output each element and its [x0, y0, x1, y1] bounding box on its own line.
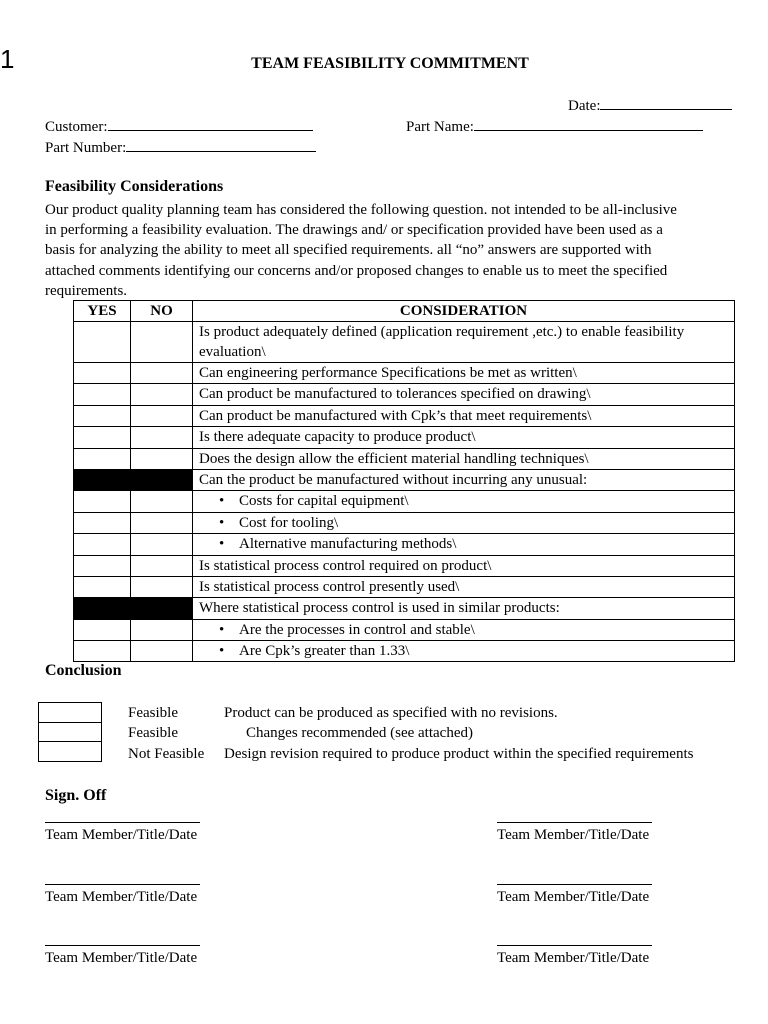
bullet-icon: • — [219, 621, 225, 638]
table-row — [74, 448, 735, 469]
customer-blank[interactable] — [108, 117, 313, 131]
consideration-cell — [193, 322, 735, 363]
customer-field[interactable] — [45, 117, 313, 136]
no-cell[interactable] — [131, 363, 193, 384]
header-no: NO — [131, 301, 193, 322]
shaded-cell — [131, 469, 193, 490]
consideration-cell — [193, 598, 735, 619]
paragraph-line: in performing a feasibility evaluation. The drawings and/ or specification provided have been used as a — [45, 222, 663, 239]
yes-cell[interactable] — [74, 555, 131, 576]
bullet-icon: • — [219, 493, 225, 510]
consideration-text: Can product be manufactured to tolerances specified on drawing\ — [199, 386, 591, 403]
no-cell[interactable] — [131, 576, 193, 597]
feasible-checkbox[interactable] — [38, 702, 102, 723]
consideration-cell — [193, 427, 735, 448]
yes-cell[interactable] — [74, 448, 131, 469]
shaded-cell — [131, 598, 193, 619]
signature-line[interactable] — [45, 872, 200, 885]
feasibility-paragraph — [45, 200, 745, 301]
consideration-text: Can the product be manufactured without incurring any unusual: — [199, 471, 588, 488]
consideration-cell — [193, 363, 735, 384]
table-row — [74, 576, 735, 597]
consideration-cell — [193, 384, 735, 405]
no-cell[interactable] — [131, 555, 193, 576]
table-row — [74, 469, 735, 490]
no-cell[interactable] — [131, 619, 193, 640]
signature-block[interactable] — [45, 933, 200, 967]
table-row — [74, 427, 735, 448]
table-row — [74, 598, 735, 619]
consideration-cell — [193, 405, 735, 426]
table-row — [74, 555, 735, 576]
table-row — [74, 534, 735, 555]
shaded-cell — [74, 469, 131, 490]
signature-caption: Team Member/Title/Date — [497, 827, 650, 843]
bullet-icon: • — [219, 514, 225, 531]
paragraph-line: attached comments identifying our concerns and/or proposed changes to enable us to meet the specified — [45, 262, 668, 279]
yes-cell[interactable] — [74, 619, 131, 640]
yes-cell[interactable] — [74, 491, 131, 512]
signature-block[interactable] — [45, 810, 200, 844]
option-label: Not Feasible — [128, 746, 205, 762]
consideration-text: Does the design allow the efficient material handling techniques\ — [199, 450, 589, 467]
signature-line[interactable] — [497, 810, 652, 823]
signature-block[interactable] — [497, 872, 652, 906]
table-row — [74, 619, 735, 640]
paragraph-line: requirements. — [45, 282, 128, 299]
signature-block[interactable] — [497, 810, 652, 844]
table-row — [74, 641, 735, 662]
option-label: Feasible — [128, 705, 178, 721]
consideration-text: Alternative manufacturing methods\ — [239, 536, 457, 553]
part-name-blank[interactable] — [474, 117, 703, 131]
option-description: Changes recommended (see attached) — [246, 725, 473, 741]
part-name-field[interactable] — [406, 117, 703, 136]
consideration-table — [73, 300, 735, 662]
yes-cell[interactable] — [74, 641, 131, 662]
consideration-text: Costs for capital equipment\ — [239, 493, 409, 510]
consideration-cell — [193, 619, 735, 640]
consideration-cell — [193, 555, 735, 576]
yes-cell[interactable] — [74, 363, 131, 384]
consideration-cell — [193, 491, 735, 512]
signature-caption: Team Member/Title/Date — [45, 827, 198, 843]
signature-line[interactable] — [497, 933, 652, 946]
signature-line[interactable] — [45, 933, 200, 946]
consideration-cell — [193, 469, 735, 490]
table-row — [74, 405, 735, 426]
signature-line[interactable] — [45, 810, 200, 823]
signature-caption: Team Member/Title/Date — [45, 889, 198, 905]
table-row — [74, 384, 735, 405]
shaded-cell — [74, 598, 131, 619]
header-yes: YES — [74, 301, 131, 322]
signature-line[interactable] — [497, 872, 652, 885]
option-label: Feasible — [128, 725, 178, 741]
consideration-text: Cost for tooling\ — [239, 514, 339, 531]
yes-cell[interactable] — [74, 384, 131, 405]
no-cell[interactable] — [131, 448, 193, 469]
consideration-text: Is statistical process control required on product\ — [199, 557, 492, 574]
consideration-cell — [193, 534, 735, 555]
consideration-cell — [193, 448, 735, 469]
paragraph-line: basis for analyzing the ability to meet all specified requirements. all “no” answers are supported with — [45, 242, 652, 259]
no-cell[interactable] — [131, 641, 193, 662]
consideration-text: Is statistical process control presently used\ — [199, 578, 460, 595]
yes-cell[interactable] — [74, 576, 131, 597]
signature-block[interactable] — [45, 872, 200, 906]
no-cell[interactable] — [131, 534, 193, 555]
table-header-row — [74, 301, 735, 322]
feasible-changes-checkbox[interactable] — [38, 722, 102, 742]
yes-cell[interactable] — [74, 512, 131, 533]
consideration-text: Is there adequate capacity to produce product\ — [199, 429, 476, 446]
corner-mark: 1 — [0, 44, 15, 74]
customer-label: Customer: — [45, 119, 108, 135]
bullet-icon: • — [219, 643, 225, 660]
signature-block[interactable] — [497, 933, 652, 967]
option-description: Design revision required to produce product within the specified requirements — [224, 746, 694, 762]
consideration-text: evaluation\ — [199, 344, 266, 360]
yes-cell[interactable] — [74, 405, 131, 426]
consideration-text: Can product be manufactured with Cpk’s that meet requirements\ — [199, 407, 592, 424]
consideration-text: Are Cpk’s greater than 1.33\ — [239, 643, 410, 660]
yes-cell[interactable] — [74, 534, 131, 555]
not-feasible-checkbox[interactable] — [38, 742, 102, 762]
part-number-blank[interactable] — [126, 138, 316, 152]
no-cell[interactable] — [131, 322, 193, 363]
date-field[interactable] — [568, 96, 732, 115]
table-row — [74, 512, 735, 533]
signature-caption: Team Member/Title/Date — [497, 950, 650, 966]
paragraph-line: Our product quality planning team has considered the following question. not intended to be all-inclusive — [45, 202, 677, 218]
consideration-text: Is product adequately defined (application requirement ,etc.) to enable feasibility — [199, 324, 685, 340]
consideration-text: Where statistical process control is used in similar products: — [199, 600, 560, 617]
yes-cell[interactable] — [74, 322, 131, 363]
conclusion-heading: Conclusion — [45, 662, 122, 679]
table-row — [74, 363, 735, 384]
date-blank[interactable] — [600, 96, 732, 110]
consideration-cell — [193, 512, 735, 533]
consideration-cell — [193, 576, 735, 597]
no-cell[interactable] — [131, 427, 193, 448]
option-description: Product can be produced as specified with no revisions. — [224, 705, 558, 721]
consideration-cell — [193, 641, 735, 662]
no-cell[interactable] — [131, 491, 193, 512]
table-row — [74, 322, 735, 363]
table-row — [74, 491, 735, 512]
no-cell[interactable] — [131, 405, 193, 426]
part-name-label: Part Name: — [406, 119, 474, 135]
bullet-icon: • — [219, 536, 225, 553]
feasibility-heading: Feasibility Considerations — [45, 178, 224, 195]
consideration-text: Are the processes in control and stable\ — [239, 621, 475, 638]
part-number-label: Part Number: — [45, 140, 127, 156]
no-cell[interactable] — [131, 384, 193, 405]
date-label: Date: — [568, 98, 601, 114]
header-consideration: CONSIDERATION — [193, 301, 735, 322]
signature-caption: Team Member/Title/Date — [45, 950, 198, 966]
signoff-heading: Sign. Off — [45, 787, 107, 804]
signature-caption: Team Member/Title/Date — [497, 889, 650, 905]
part-number-field[interactable] — [45, 138, 316, 157]
no-cell[interactable] — [131, 512, 193, 533]
yes-cell[interactable] — [74, 427, 131, 448]
consideration-text: Can engineering performance Specifications be met as written\ — [199, 365, 577, 381]
page-title: TEAM FEASIBILITY COMMITMENT — [251, 55, 529, 72]
